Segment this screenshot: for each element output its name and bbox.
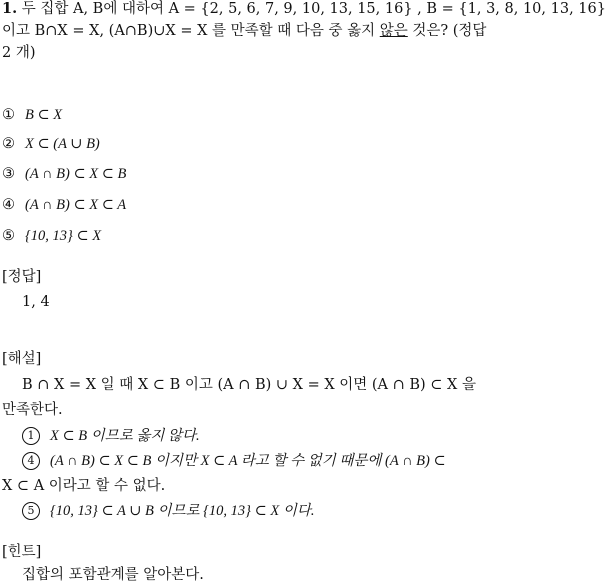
option-text: (A ∩ B) ⊂ X ⊂ A (25, 197, 127, 213)
question-number: 1. (2, 0, 18, 17)
answer-heading: [정답] (2, 269, 42, 285)
question-text-1: 두 집합 A, B에 대하여 A = {2, 5, 6, 7, 9, 10, 13, 15, 16} , B = {1, 3, 8, 10, 13, 16} (21, 1, 606, 17)
question-line-1 (2, 0, 606, 18)
question-text-2-pre: 이고 B∩X = X, (A∩B)∪X = X 를 만족할 때 다음 중 옳지 (2, 23, 380, 39)
option-2 (2, 135, 100, 153)
question-line-3: 2 개) (2, 45, 36, 61)
option-marker: ④ (2, 197, 15, 213)
explanation-item-text: X ⊂ B 이므로 옳지 않다. (50, 428, 200, 444)
circled-marker: 5 (22, 502, 40, 520)
explanation-item-text: (A ∩ B) ⊂ X ⊂ B 이지만 X ⊂ A 라고 할 수 없기 때문에 (A ∩ B) ⊂ (50, 453, 446, 469)
option-5 (2, 227, 101, 245)
question-text-2-post: 것은? (정답 (407, 23, 487, 39)
explanation-item-text: {10, 13} ⊂ A ∪ B 이므로 {10, 13} ⊂ X 이다. (50, 503, 315, 519)
circled-marker: 1 (22, 427, 40, 445)
option-text: X ⊂ (A ∪ B) (25, 136, 100, 152)
explanation-item-5 (22, 502, 314, 520)
hint-heading: [힌트] (2, 544, 42, 560)
explanation-line-1: B ∩ X = X 일 때 X ⊂ B 이고 (A ∩ B) ∪ X = X 이면 (A ∩ B) ⊂ X 을 (22, 377, 476, 393)
explanation-item-4 (22, 452, 446, 470)
explanation-heading: [해설] (2, 351, 42, 367)
explanation-item-1 (22, 427, 200, 445)
option-marker: ⑤ (2, 228, 15, 244)
question-line-2 (2, 22, 486, 40)
hint-text: 집합의 포함관계를 알아본다. (22, 567, 204, 583)
explanation-line-2: 만족한다. (2, 402, 63, 418)
underlined-emphasis: 않은 (379, 23, 408, 39)
option-text: {10, 13} ⊂ X (25, 228, 102, 244)
option-marker: ② (2, 136, 15, 152)
option-text: B ⊂ X (25, 107, 63, 123)
option-3 (2, 165, 126, 183)
option-4 (2, 196, 126, 214)
option-text: (A ∩ B) ⊂ X ⊂ B (25, 166, 127, 182)
explanation-item-4-continued: X ⊂ A 이라고 할 수 없다. (2, 478, 166, 494)
circled-marker: 4 (22, 452, 40, 470)
option-marker: ① (2, 107, 15, 123)
option-1 (2, 106, 62, 124)
option-marker: ③ (2, 166, 15, 182)
answer-value: 1, 4 (22, 294, 50, 310)
